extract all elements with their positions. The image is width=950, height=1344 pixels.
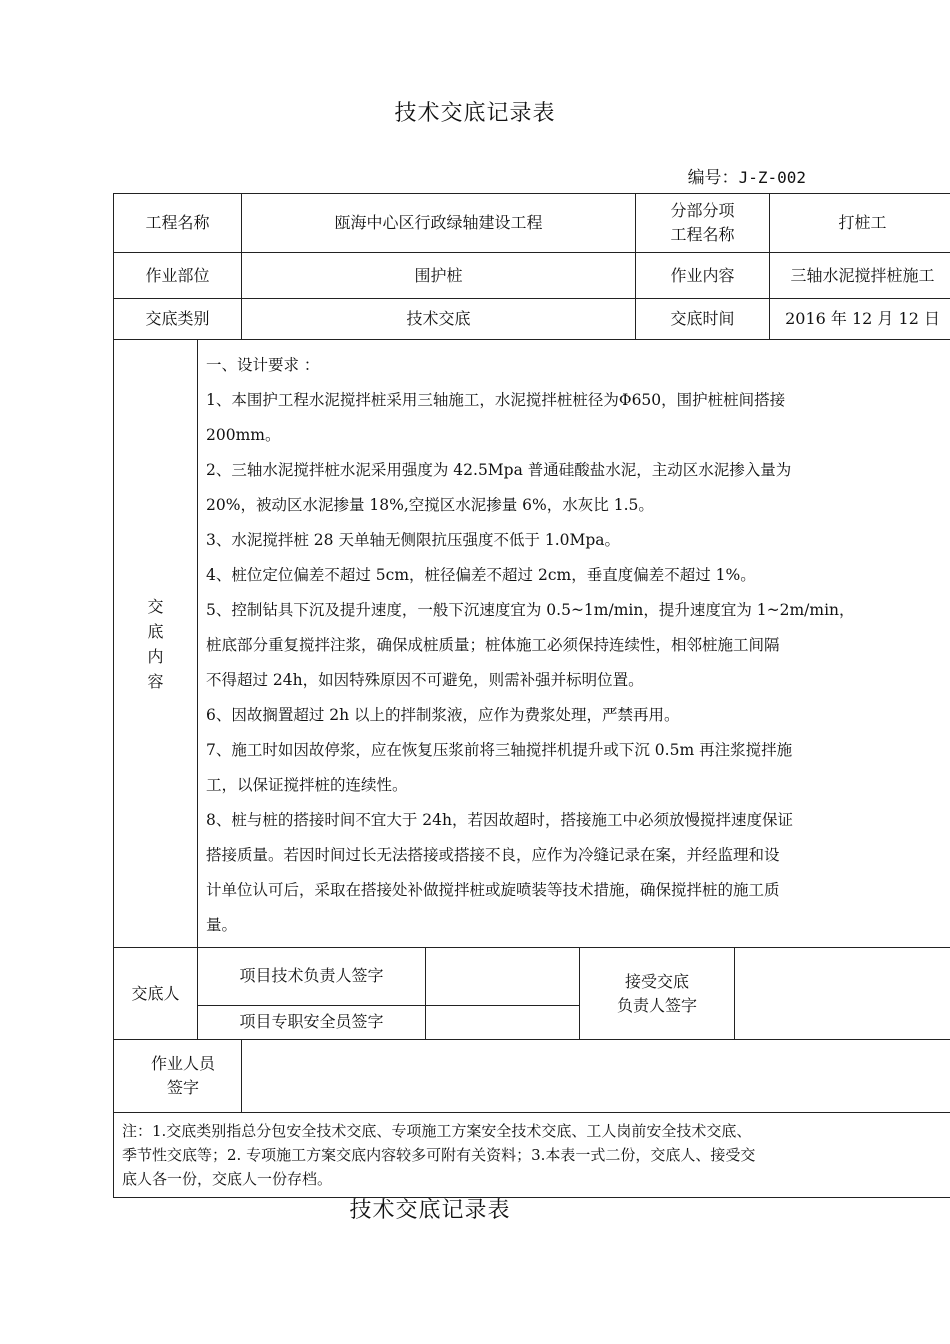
- handover-time-value: 2016 年 12 月 12 日: [770, 299, 950, 340]
- content-body: [198, 340, 950, 948]
- content-line: 1、本围护工程水泥搅拌桩采用三轴施工，水泥搅拌桩桩径为Φ650，围护桩桩间搭接: [206, 391, 786, 409]
- work-content-label: 作业内容: [636, 253, 770, 299]
- footer-title: 技术交底记录表: [349, 1198, 511, 1223]
- row-note: [114, 1113, 950, 1198]
- row-workers: [114, 1040, 950, 1113]
- content-label: [114, 340, 198, 948]
- receiver-sign-field[interactable]: [735, 948, 950, 1039]
- row-content: [114, 340, 950, 948]
- workers-sign-label-line2: 签字: [166, 1078, 199, 1097]
- workers-sign-label: [114, 1040, 242, 1113]
- content-label-char-3: 内: [147, 646, 164, 666]
- handover-type-value: 技术交底: [242, 299, 636, 340]
- project-name-label: 工程名称: [114, 194, 242, 253]
- receiver-sign-label-line2: 负责人签字: [617, 995, 698, 1015]
- work-location-label: 作业部位: [114, 253, 242, 299]
- content-line: 5、控制钻具下沉及提升速度，一般下沉速度宜为 0.5~1m/min，提升速度宜为 1~2m/min，: [206, 601, 855, 619]
- record-table: [113, 193, 950, 1198]
- content-line: 6、因故搁置超过 2h 以上的拌制浆液，应作为费浆处理，严禁再用。: [206, 706, 680, 724]
- content-line: 量。: [206, 916, 238, 934]
- content-line: 7、施工时如因故停浆，应在恢复压浆前将三轴搅拌机提升或下沉 0.5m 再注浆搅拌施: [206, 741, 793, 759]
- safety-officer-sign-label: 项目专职安全员签字: [198, 1005, 425, 1039]
- work-location-value: 围护桩: [242, 253, 636, 299]
- content-line: 8、桩与桩的搭接时间不宜大于 24h，若因故超时，搭接施工中必须放慢搅拌速度保证: [206, 811, 793, 829]
- handover-type-label: 交底类别: [114, 299, 242, 340]
- content-label-char-1: 交: [147, 596, 164, 616]
- content-line: 不得超过 24h，如因特殊原因不可避免，则需补强并标明位置。: [206, 671, 644, 689]
- content-line: 3、水泥搅拌桩 28 天单轴无侧限抗压强度不低于 1.0Mpa。: [206, 531, 621, 549]
- sub-project-label-line2: 工程名称: [670, 225, 735, 244]
- note-line: 季节性交底等；2. 专项施工方案交底内容较多可附有关资料；3.本表一式二份，交底人、接受交: [122, 1146, 756, 1164]
- row-project: [114, 194, 950, 253]
- content-line: 2、三轴水泥搅拌桩水泥采用强度为 42.5Mpa 普通硅酸盐水泥，主动区水泥掺入量为: [206, 461, 792, 479]
- note-line: 注：1.交底类别指总分包安全技术交底、专项施工方案安全技术交底、工人岗前安全技术交底、: [122, 1122, 752, 1140]
- sub-project-label-line1: 分部分项: [670, 201, 735, 220]
- receiver-sign-label: [579, 948, 734, 1039]
- document-number: [688, 163, 806, 188]
- handover-person-label: 交底人: [114, 948, 198, 1040]
- workers-sign-field[interactable]: [242, 1040, 950, 1113]
- content-line: 搭接质量。若因时间过长无法搭接或搭接不良，应作为冷缝记录在案，并经监理和设: [206, 846, 780, 864]
- content-line: 一、设计要求 ：: [206, 356, 320, 374]
- project-name-value: [242, 194, 636, 253]
- content-line: 桩底部分重复搅拌注浆，确保成桩质量；桩体施工必须保持连续性，相邻桩施工间隔: [206, 636, 780, 654]
- workers-sign-label-line1: 作业人员: [150, 1054, 215, 1073]
- content-line: 工，以保证搅拌桩的连续性。: [206, 776, 408, 794]
- tech-lead-sign-label: 项目技术负责人签字: [198, 948, 425, 1005]
- signature-block: [198, 948, 950, 1040]
- row-signatures: [114, 948, 950, 1040]
- tech-lead-sign-field[interactable]: [425, 948, 579, 1005]
- content-line: 4、桩位定位偏差不超过 5cm，桩径偏差不超过 2cm，垂直度偏差不超过 1%。: [206, 566, 756, 584]
- safety-officer-sign-field[interactable]: [425, 1005, 579, 1039]
- content-line: 200mm。: [206, 426, 281, 444]
- note: [114, 1113, 950, 1198]
- note-line: 底人各一份，交底人一份存档。: [122, 1170, 333, 1188]
- sub-project-value: 打桩工: [770, 194, 950, 253]
- project-name-text: 瓯海中心区行政绿轴建设工程: [334, 213, 543, 232]
- signature-grid: [198, 948, 950, 1039]
- content-line: 计单位认可后，采取在搭接处补做搅拌桩或旋喷装等技术措施，确保搅拌桩的施工质: [206, 881, 780, 899]
- document-number-value: J-Z-002: [738, 168, 806, 187]
- row-type: [114, 299, 950, 340]
- content-line: 20%，被动区水泥掺量 18%,空搅区水泥掺量 6%，水灰比 1.5。: [206, 496, 654, 514]
- sub-project-label: [636, 194, 770, 253]
- work-content-value: 三轴水泥搅拌桩施工: [770, 253, 950, 299]
- handover-time-label: 交底时间: [636, 299, 770, 340]
- receiver-sign-label-line1: 接受交底: [625, 971, 690, 991]
- row-location: [114, 253, 950, 299]
- content-label-char-4: 容: [147, 671, 164, 691]
- content-label-char-2: 底: [147, 621, 164, 641]
- document-number-label: 编号：: [687, 168, 739, 188]
- document-title: 技术交底记录表: [394, 101, 556, 126]
